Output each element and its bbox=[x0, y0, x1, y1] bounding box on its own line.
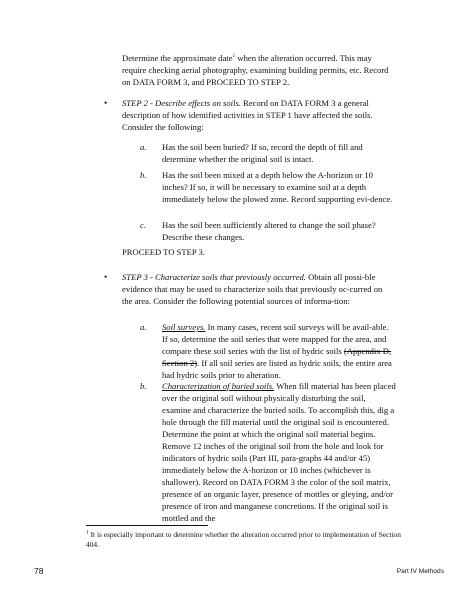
footnote-mark: 1 bbox=[86, 529, 89, 536]
item-body: When fill material has been placed over the original soil without physically disturbing the soil, examine and characterize the buried soils. To accomplish this, dig a hole through the fill material until the original soil is encountered. Determine the point at which the original soil material begins. Remove 12 inches of the original soil from the hole and look for indicators of hydric soils (Part III, para-graphs 44 and/or 45) immediately below the A-horizon or 10 inches (whichever is shallower). Record on DATA FORM 3 the color of the soil matrix, presence of an organic layer, presence of mottles or gleying, and/or presence of iron and manganese concretions. If the original soil is mottled and the bbox=[162, 381, 396, 523]
item-body-2: . If all soil series are listed as hydric soils, the entire area had hydric soils prior to alteration. bbox=[162, 358, 392, 380]
step2-paragraph bbox=[122, 97, 390, 133]
page-number: 78 bbox=[34, 566, 44, 576]
bullet-icon: • bbox=[104, 272, 108, 282]
intro-text-a: Determine the approximate date bbox=[122, 53, 233, 63]
intro-text-b: when the alteration occurred. This may require checking aerial photography, examining building permits, etc. Record on DATA FORM 3, and PROCEED TO STEP 2. bbox=[122, 53, 389, 87]
intro-paragraph bbox=[122, 52, 392, 88]
item-letter: a. bbox=[140, 322, 147, 332]
item-letter: b. bbox=[140, 170, 147, 180]
bullet-icon: • bbox=[104, 98, 108, 108]
item-title: Characterization of buried soils. bbox=[162, 381, 275, 391]
item-body-1: In many cases, recent soil surveys will be avail-able. If so, determine the soil series that were mapped for the area, and compare these soil series with the list of hydric soils bbox=[162, 322, 389, 356]
step3-text: Obtain all possi-ble evidence that may be used to characterize soils that previously oc-curred on the area. Consider the following potential sources of informa-tion: bbox=[122, 272, 383, 306]
footnote-text: It is especially important to determine whether the alteration occurred prior to implementation of Section 404. bbox=[86, 530, 401, 549]
footnote-divider bbox=[86, 525, 208, 526]
item-text bbox=[162, 380, 396, 524]
item-text: Has the soil been buried? If so, record the depth of fill and determine whether the original soil is intact. bbox=[162, 142, 363, 164]
struck-reference: (Appendix D, Section 2) bbox=[162, 346, 392, 368]
section-label: Part IV Methods bbox=[396, 568, 444, 575]
item-text: Has the soil been sufficiently altered to change the soil phase? Describe these changes. bbox=[162, 220, 376, 242]
item-letter: c. bbox=[140, 220, 146, 230]
item-title: Soil surveys. bbox=[162, 322, 206, 332]
proceed-step3: PROCEED TO STEP 3. bbox=[122, 247, 205, 257]
footnote bbox=[86, 530, 406, 550]
item-letter: b. bbox=[140, 381, 147, 391]
step3-title: STEP 3 - Characterize soils that previously occurred. bbox=[122, 272, 306, 282]
item-letter: a. bbox=[140, 142, 147, 152]
item-text: Has the soil been mixed at a depth below the A-horizon or 10 inches? If so, it will be necessary to examine soil at a depth immediately below the plowed zone. Record supporting evi-dence. bbox=[162, 170, 393, 204]
item-text bbox=[162, 321, 396, 381]
step2-title: STEP 2 - Describe effects on soils. bbox=[122, 98, 241, 108]
footnote-reference: 1 bbox=[232, 53, 236, 60]
step2-text: Record on DATA FORM 3 a general description of how identified activities in STEP 1 have affected the soils. Consider the following: bbox=[122, 98, 373, 132]
step3-paragraph bbox=[122, 271, 390, 307]
